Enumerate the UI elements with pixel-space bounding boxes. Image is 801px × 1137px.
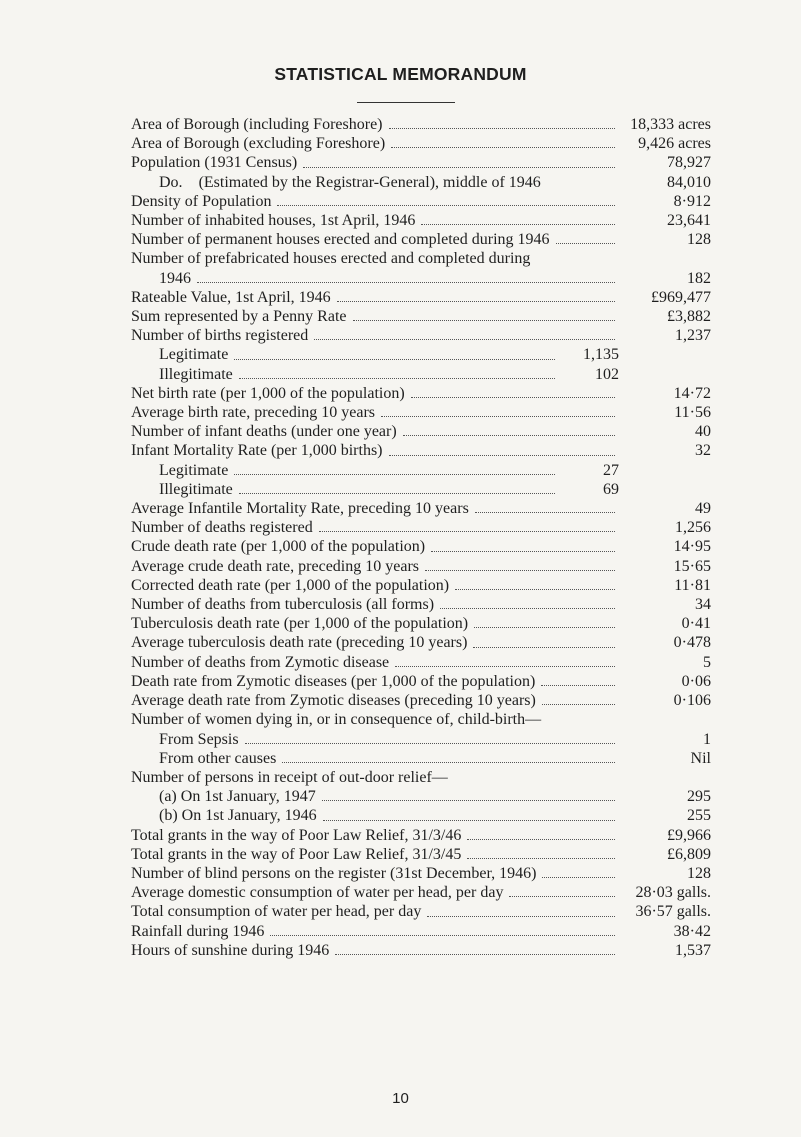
stat-row xyxy=(131,153,711,172)
dot-leader xyxy=(245,740,615,744)
stat-value: 18,333 acres xyxy=(630,116,711,133)
stat-label: Population (1931 Census) xyxy=(131,154,298,172)
stat-value: £969,477 xyxy=(651,288,711,306)
stat-value: 255 xyxy=(687,807,711,825)
stat-label: Total consumption of water per head, per day xyxy=(131,903,422,921)
stat-label: Average domestic consumption of water per head, per day xyxy=(131,884,504,902)
stat-row xyxy=(131,134,711,153)
dot-leader xyxy=(282,759,615,763)
stat-row xyxy=(131,576,711,595)
stat-value: 15·65 xyxy=(673,557,711,575)
stat-row xyxy=(131,672,711,691)
stat-row xyxy=(131,173,711,192)
stat-row xyxy=(131,902,711,921)
dot-leader xyxy=(541,682,615,686)
stat-subrow xyxy=(131,461,711,480)
dot-leader xyxy=(335,951,615,955)
stat-value: 14·72 xyxy=(673,384,711,402)
stat-value: 32 xyxy=(695,442,711,460)
stat-label: (a) On 1st January, 1947 xyxy=(159,788,316,806)
stat-value: £9,966 xyxy=(667,826,711,844)
stat-value: 128 xyxy=(687,231,711,249)
stat-row xyxy=(131,691,711,710)
stat-value: 34 xyxy=(695,596,711,614)
stat-row xyxy=(131,614,711,633)
dot-leader xyxy=(337,298,615,302)
dot-leader xyxy=(319,528,615,532)
ditto-mark: Do. xyxy=(159,173,183,191)
stat-row xyxy=(131,326,711,345)
dot-leader xyxy=(411,394,615,398)
stat-label: Hours of sunshine during 1946 xyxy=(131,941,330,959)
stat-label: Number of infant deaths (under one year) xyxy=(131,423,397,441)
dot-leader xyxy=(427,913,615,917)
stat-value: 1,256 xyxy=(675,519,711,537)
stat-label: Number of deaths registered xyxy=(131,519,313,537)
dot-leader xyxy=(322,797,615,801)
title-rule xyxy=(357,102,455,103)
stat-row xyxy=(131,269,711,288)
stat-label: Density of Population xyxy=(131,192,272,210)
stat-value: 1,237 xyxy=(675,327,711,345)
stat-row xyxy=(131,922,711,941)
stat-row xyxy=(131,230,711,249)
stat-row xyxy=(131,557,711,576)
stat-value: 1 xyxy=(703,730,711,748)
stat-sublabel: Illegitimate xyxy=(159,365,233,383)
statistics-list xyxy=(131,115,711,960)
stat-row xyxy=(131,499,711,518)
stat-row xyxy=(131,307,711,326)
stat-subrow xyxy=(131,480,711,499)
stat-value: 295 xyxy=(687,788,711,806)
dot-leader xyxy=(455,586,615,590)
stat-row xyxy=(131,441,711,460)
dot-leader xyxy=(467,855,615,859)
stat-subvalue: 102 xyxy=(595,365,619,383)
dot-leader xyxy=(467,836,615,840)
stat-row xyxy=(131,422,711,441)
stat-label: (b) On 1st January, 1946 xyxy=(159,807,317,825)
stat-label: Area of Borough (excluding Foreshore) xyxy=(131,135,386,153)
dot-leader xyxy=(270,932,615,936)
stat-value: 40 xyxy=(695,423,711,441)
stat-row xyxy=(131,787,711,806)
dot-leader xyxy=(277,202,615,206)
stat-row xyxy=(131,806,711,825)
stat-sublabel: Legitimate xyxy=(159,346,229,364)
stat-row xyxy=(131,384,711,403)
stat-label: Average death rate from Zymotic diseases (preceding 10 years) xyxy=(131,692,536,710)
stat-value: 5 xyxy=(703,653,711,671)
stat-label: Average birth rate, preceding 10 years xyxy=(131,404,376,422)
stat-value: 23,641 xyxy=(667,212,711,230)
dot-leader xyxy=(314,336,615,340)
stat-subrow xyxy=(131,365,711,384)
stat-value: 0·41 xyxy=(681,615,711,633)
dot-leader xyxy=(421,221,615,225)
stat-label-text: (Estimated by the Registrar-General), middle of 1946 xyxy=(198,173,541,191)
stat-value: 38·42 xyxy=(673,922,711,940)
stat-label: Number of blind persons on the register (31st December, 1946) xyxy=(131,864,537,882)
stat-label: Number of inhabited houses, 1st April, 1946 xyxy=(131,212,416,230)
stat-row xyxy=(131,288,711,307)
stat-value: 14·95 xyxy=(673,538,711,556)
stat-label: Crude death rate (per 1,000 of the population) xyxy=(131,538,426,556)
dot-leader xyxy=(239,490,555,494)
stat-row xyxy=(131,115,711,134)
dot-leader xyxy=(473,644,615,648)
stat-label: Number of deaths from tuberculosis (all forms) xyxy=(131,596,435,614)
dot-leader xyxy=(197,279,615,283)
dot-leader xyxy=(474,624,615,628)
stat-value: 0·478 xyxy=(673,634,711,652)
dot-leader xyxy=(234,471,555,475)
stat-row xyxy=(131,826,711,845)
stat-label: Net birth rate (per 1,000 of the population) xyxy=(131,384,405,402)
dot-leader xyxy=(353,317,616,321)
stat-label: Rainfall during 1946 xyxy=(131,922,265,940)
stat-subvalue: 69 xyxy=(603,480,619,498)
stat-value: 0·106 xyxy=(673,692,711,710)
dot-leader xyxy=(381,413,615,417)
stat-label: Sum represented by a Penny Rate xyxy=(131,308,347,326)
dot-leader xyxy=(542,874,615,878)
stat-label: Rateable Value, 1st April, 1946 xyxy=(131,288,331,306)
stat-row xyxy=(131,633,711,652)
stat-value: 36·57 galls. xyxy=(635,903,711,921)
dot-leader xyxy=(440,605,615,609)
section-heading: Number of persons in receipt of out-door relief— xyxy=(131,768,448,786)
stat-label: Death rate from Zymotic diseases (per 1,000 of the population) xyxy=(131,672,536,690)
page-number: 10 xyxy=(392,1090,409,1107)
page-title: STATISTICAL MEMORANDUM xyxy=(274,64,527,84)
stat-row xyxy=(131,749,711,768)
stat-label: Total grants in the way of Poor Law Relief, 31/3/46 xyxy=(131,826,462,844)
stat-value: £3,882 xyxy=(667,308,711,326)
stat-row xyxy=(131,211,711,230)
stat-label: Number of prefabricated houses erected and completed during xyxy=(131,250,531,268)
stat-row xyxy=(131,595,711,614)
stat-subvalue: 1,135 xyxy=(583,346,619,364)
stat-row xyxy=(131,192,711,211)
spacer xyxy=(547,184,615,187)
dot-leader xyxy=(403,432,615,436)
stat-label: Area of Borough (including Foreshore) xyxy=(131,116,383,133)
stat-label: Average tuberculosis death rate (preceding 10 years) xyxy=(131,634,468,652)
stat-value: 182 xyxy=(687,269,711,287)
stat-subrow xyxy=(131,345,711,364)
stat-label: Corrected death rate (per 1,000 of the population) xyxy=(131,576,450,594)
stat-row xyxy=(131,403,711,422)
dot-leader xyxy=(303,164,615,168)
stat-value: 0·06 xyxy=(681,672,711,690)
stat-label: Number of deaths from Zymotic disease xyxy=(131,653,390,671)
stat-row xyxy=(131,537,711,556)
stat-row xyxy=(131,845,711,864)
stat-value: 9,426 acres xyxy=(638,135,711,153)
stat-label xyxy=(131,173,541,192)
stat-label: From other causes xyxy=(159,749,277,767)
stat-label: Tuberculosis death rate (per 1,000 of the population) xyxy=(131,615,469,633)
stat-row xyxy=(131,941,711,960)
stat-label: Average crude death rate, preceding 10 years xyxy=(131,557,419,575)
stat-row xyxy=(131,883,711,902)
dot-leader xyxy=(323,817,615,821)
dot-leader xyxy=(239,375,555,379)
dot-leader xyxy=(234,356,555,360)
dot-leader xyxy=(391,144,615,148)
stat-value: 78,927 xyxy=(667,154,711,172)
stat-label: From Sepsis xyxy=(159,730,239,748)
stat-label-continued: 1946 xyxy=(159,269,191,287)
stat-value: 11·56 xyxy=(674,404,711,422)
dot-leader xyxy=(556,240,615,244)
stat-value: £6,809 xyxy=(667,845,711,863)
stat-value: 1,537 xyxy=(675,941,711,959)
stat-label: Number of permanent houses erected and completed during 1946 xyxy=(131,231,550,249)
stat-sublabel: Illegitimate xyxy=(159,480,233,498)
stat-value: 49 xyxy=(695,500,711,518)
stat-value: 8·912 xyxy=(673,192,711,210)
dot-leader xyxy=(425,567,615,571)
stat-value: 128 xyxy=(687,864,711,882)
stat-value: 11·81 xyxy=(674,576,711,594)
stat-label: Number of births registered xyxy=(131,327,309,345)
dot-leader xyxy=(542,701,615,705)
dot-leader xyxy=(389,125,616,129)
stat-label: Total grants in the way of Poor Law Relief, 31/3/45 xyxy=(131,845,462,863)
stat-row xyxy=(131,730,711,749)
stat-row xyxy=(131,653,711,672)
stat-sublabel: Legitimate xyxy=(159,461,229,479)
stat-row xyxy=(131,864,711,883)
dot-leader xyxy=(509,893,615,897)
dot-leader xyxy=(389,452,616,456)
dot-leader xyxy=(475,509,615,513)
stat-value: 28·03 galls. xyxy=(635,884,711,902)
dot-leader xyxy=(431,548,615,552)
stat-row xyxy=(131,518,711,537)
dot-leader xyxy=(395,663,615,667)
section-heading: Number of women dying in, or in consequence of, child-birth— xyxy=(131,711,542,729)
stat-subvalue: 27 xyxy=(603,461,619,479)
stat-value: Nil xyxy=(690,749,711,767)
stat-value: 84,010 xyxy=(667,173,711,191)
stat-label: Infant Mortality Rate (per 1,000 births) xyxy=(131,442,383,460)
stat-label: Average Infantile Mortality Rate, preceding 10 years xyxy=(131,500,469,518)
